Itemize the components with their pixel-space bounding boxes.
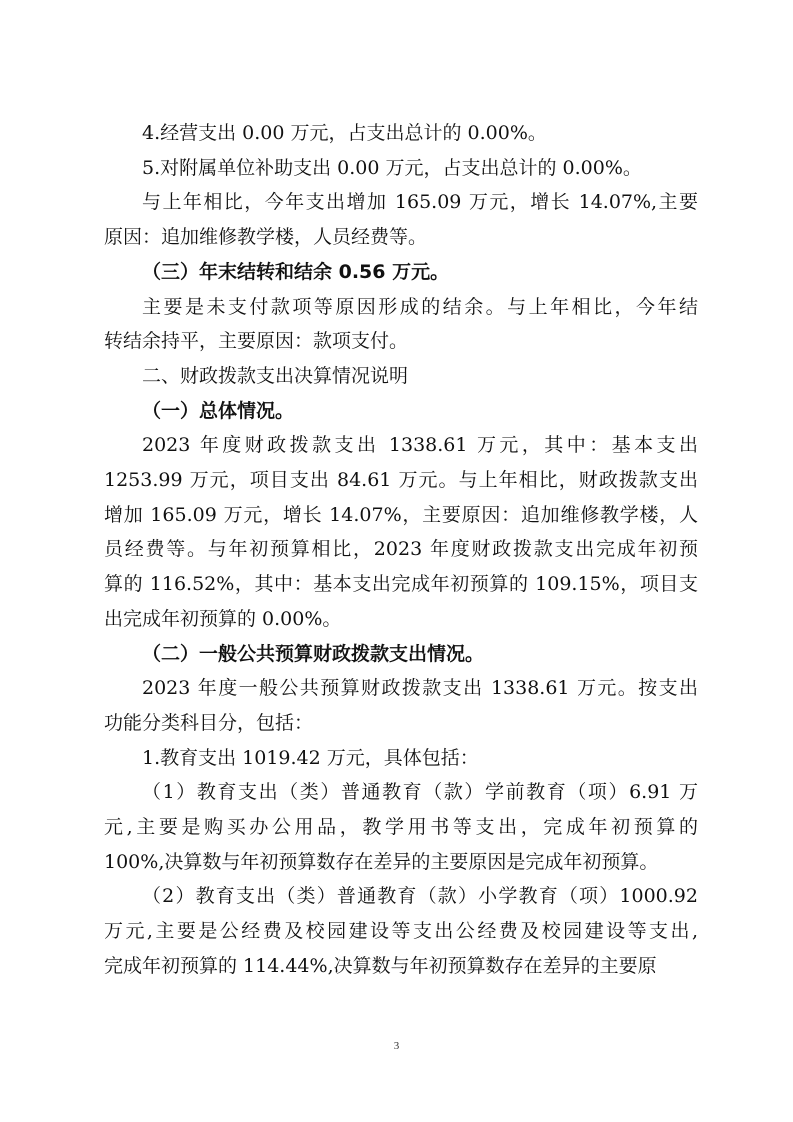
page-number: 3 xyxy=(393,1040,400,1052)
paragraph-line: 转结余持平，主要原因：款项支付。 xyxy=(104,330,409,353)
paragraph-line: 5.对附属单位补助支出 0.00 万元，占支出总计的 0.00%。 xyxy=(142,156,642,179)
paragraph-line: 算的 116.52%，其中：基本支出完成年初预算的 109.15%，项目支 xyxy=(104,573,698,596)
paragraph-line: 完成年初预算的 114.44%,决算数与年初预算数存在差异的主要原 xyxy=(104,954,657,977)
section-heading-line: （一）总体情况。 xyxy=(142,399,295,422)
paragraph-line: 1253.99 万元，项目支出 84.61 万元。与上年相比，财政拨款支出 xyxy=(104,469,698,492)
paragraph-line: 增加 165.09 万元，增长 14.07%，主要原因：追加维修教学楼，人 xyxy=(104,503,698,526)
document-body xyxy=(104,116,698,984)
section-heading-line: （三）年末结转和结余 0.56 万元。 xyxy=(142,260,450,283)
section-heading-line: （二）一般公共预算财政拨款支出情况。 xyxy=(142,642,485,665)
paragraph-line: （1）教育支出（类）普通教育（款）学前教育（项）6.91 万 xyxy=(142,781,698,804)
paragraph-line: 万元,主要是公经费及校园建设等支出公经费及校园建设等支出, xyxy=(104,920,698,943)
paragraph-line: 1.教育支出 1019.42 万元，具体包括： xyxy=(142,746,479,769)
paragraph-line: 主要是未支付款项等原因形成的结余。与上年相比，今年结 xyxy=(142,295,698,318)
paragraph-line: （2）教育支出（类）普通教育（款）小学教育（项）1000.92 xyxy=(142,885,698,908)
paragraph-line: 与上年相比，今年支出增加 165.09 万元，增长 14.07%,主要 xyxy=(142,191,698,214)
paragraph-line: 2023 年度一般公共预算财政拨款支出 1338.61 万元。按支出 xyxy=(142,677,698,700)
paragraph-line: 原因：追加维修教学楼，人员经费等。 xyxy=(104,226,428,249)
paragraph-line: 元,主要是购买办公用品，教学用书等支出，完成年初预算的 xyxy=(104,816,698,839)
paragraph-line: 功能分类科目分，包括： xyxy=(104,711,314,734)
paragraph-line: 员经费等。与年初预算相比，2023 年度财政拨款支出完成年初预 xyxy=(104,538,698,561)
paragraph-line: 4.经营支出 0.00 万元，占支出总计的 0.00%。 xyxy=(142,122,547,144)
paragraph-line: 100%,决算数与年初预算数存在差异的主要原因是完成年初预算。 xyxy=(104,850,659,873)
paragraph-line: 二、财政拨款支出决算情况说明 xyxy=(142,364,409,387)
paragraph-line: 2023 年度财政拨款支出 1338.61 万元，其中：基本支出 xyxy=(142,434,698,457)
paragraph-line: 出完成年初预算的 0.00%。 xyxy=(104,607,342,630)
